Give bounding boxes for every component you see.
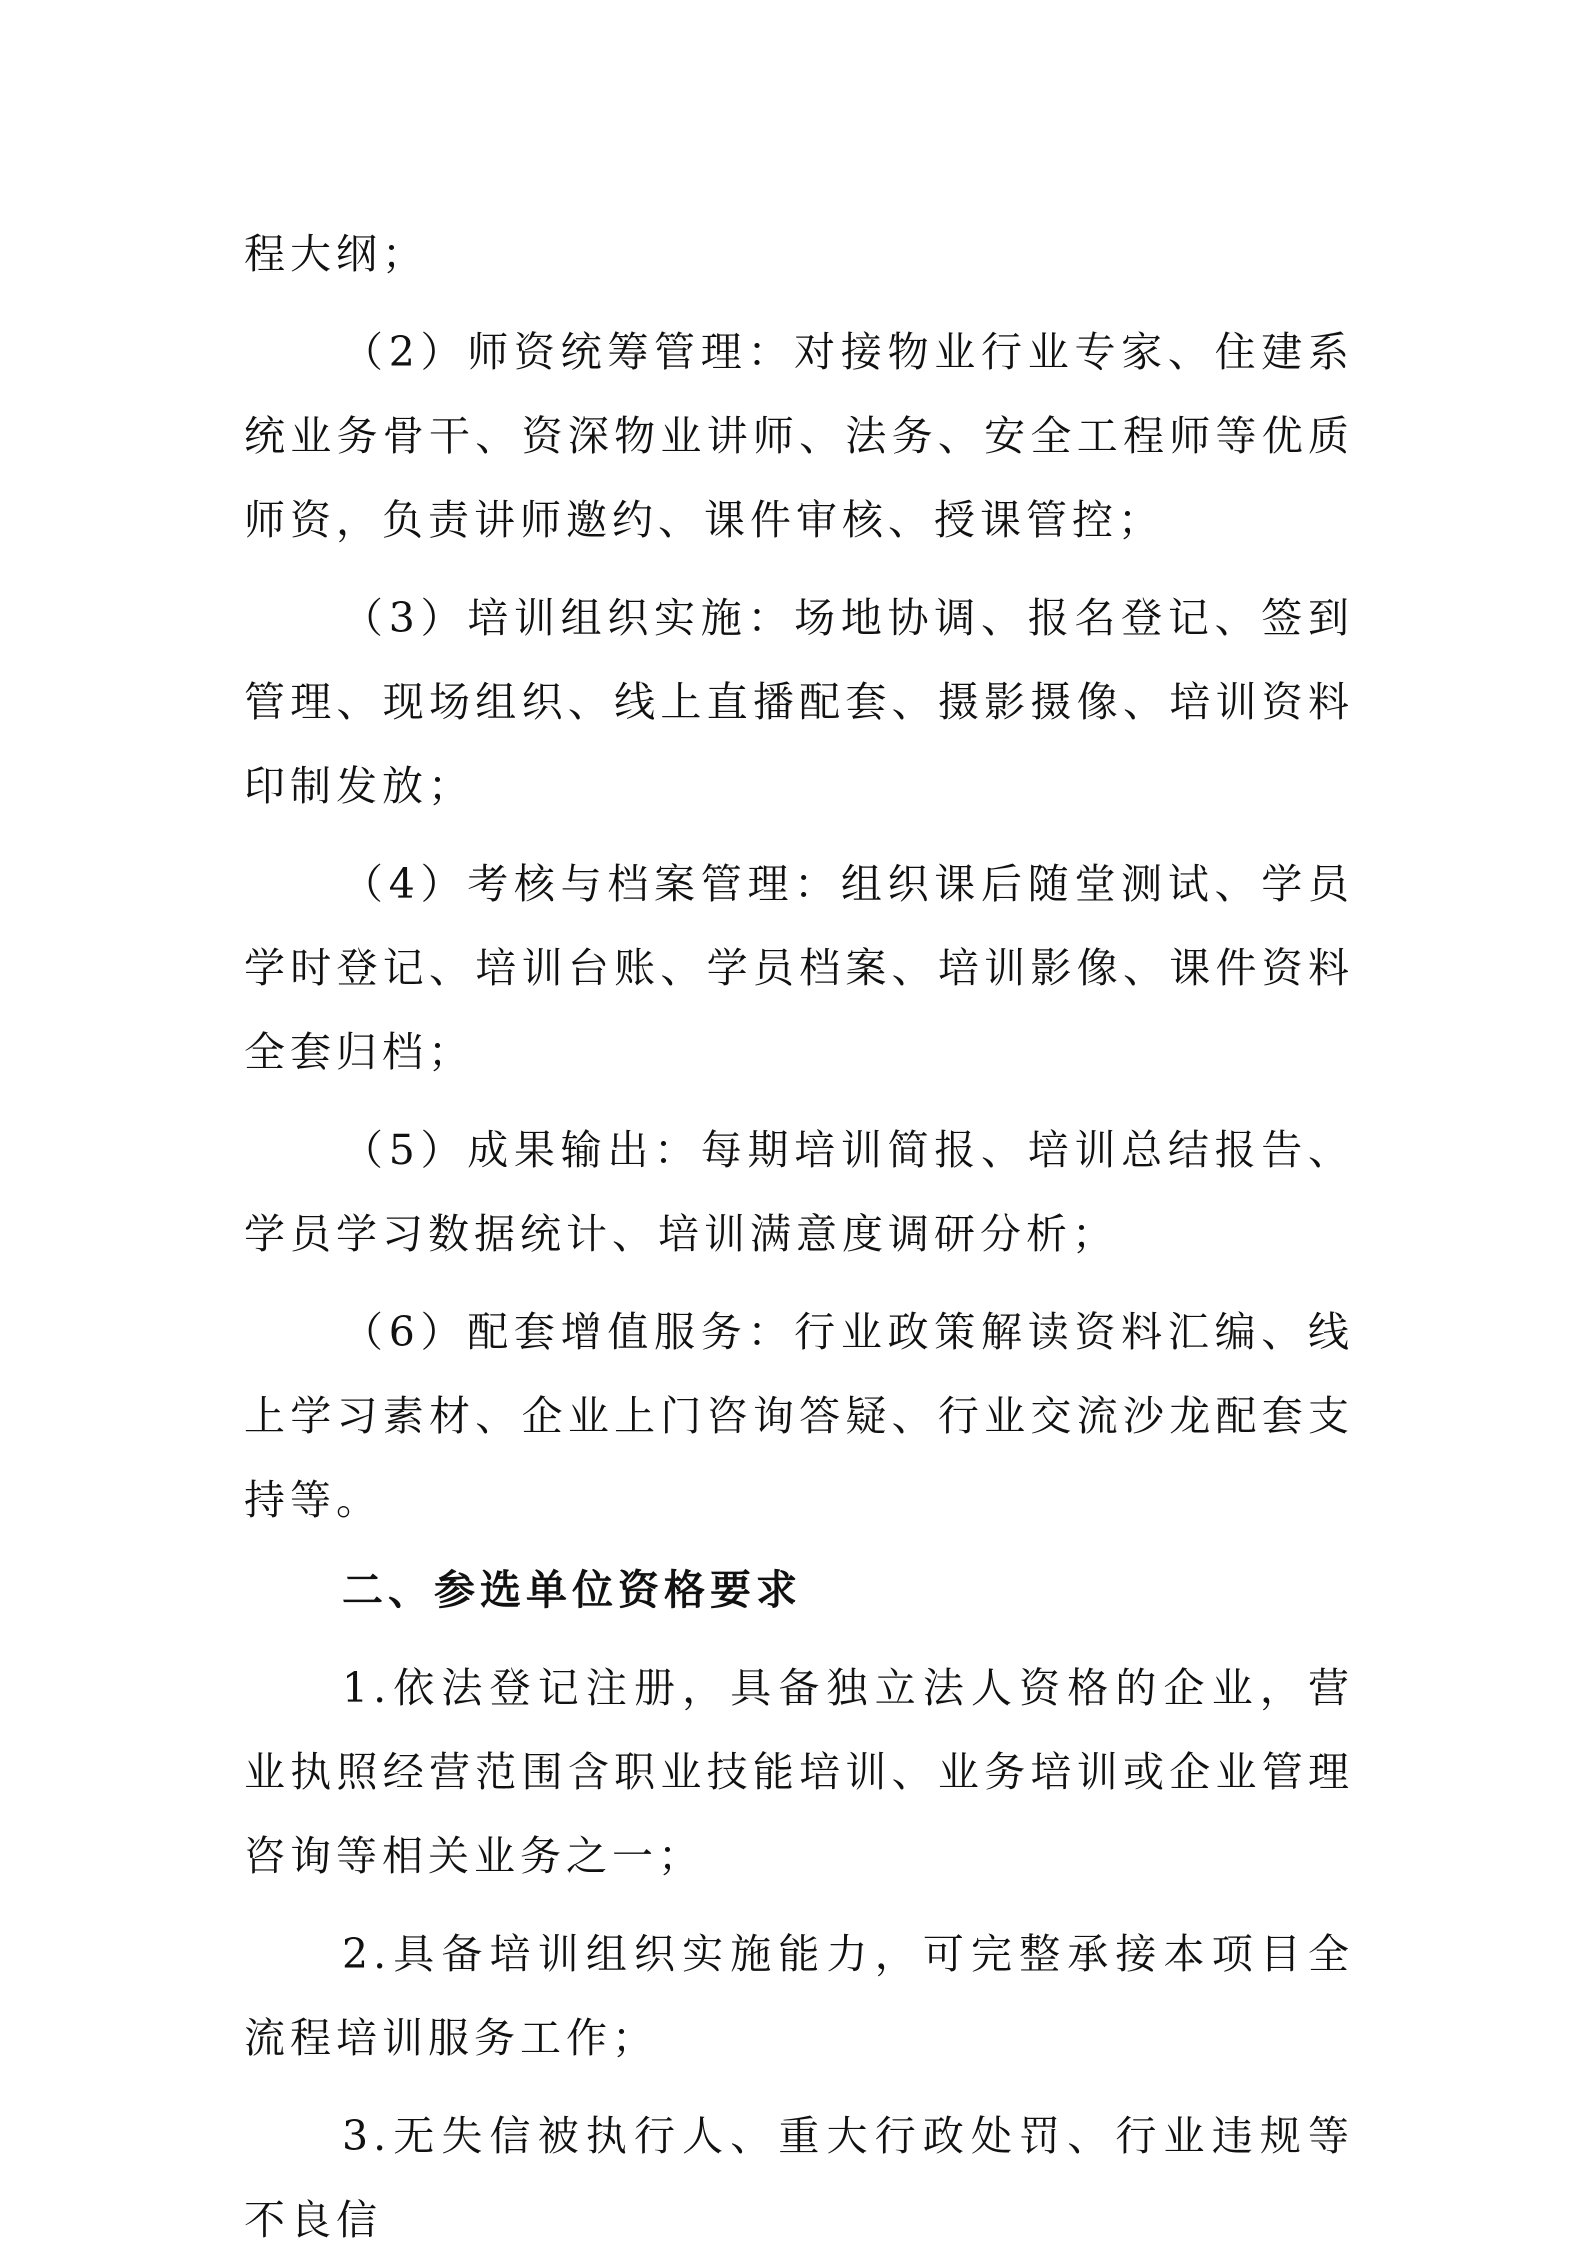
- paragraph-teacher-management: （2）师资统筹管理：对接物业行业专家、住建系统业务骨干、资深物业讲师、法务、安全工程师等优质师资，负责讲师邀约、课件审核、授课管控；: [244, 328, 1354, 544]
- paragraph-results-output: （5）成果输出：每期培训简报、培训总结报告、学员学习数据统计、培训满意度调研分析；: [244, 1126, 1354, 1258]
- paragraph-qualification-2: 2.具备培训组织实施能力，可完整承接本项目全流程培训服务工作；: [244, 1930, 1354, 2062]
- paragraph-qualification-1: 1.依法登记注册，具备独立法人资格的企业，营业执照经营范围含职业技能培训、业务培训或企业管理咨询等相关业务之一；: [244, 1664, 1354, 1880]
- paragraph-qualification-3: 3.无失信被执行人、重大行政处罚、行业违规等不良信: [244, 2112, 1354, 2244]
- document-body: [244, 212, 1354, 2262]
- paragraph-course-outline-end: 程大纲；: [244, 230, 428, 278]
- paragraph-training-implementation: （3）培训组织实施：场地协调、报名登记、签到管理、现场组织、线上直播配套、摄影摄像、培训资料印制发放；: [244, 594, 1354, 810]
- paragraph-value-added-services: （6）配套增值服务：行业政策解读资料汇编、线上学习素材、企业上门咨询答疑、行业交流沙龙配套支持等。: [244, 1308, 1354, 1524]
- section-heading-qualification: 二、参选单位资格要求: [342, 1566, 802, 1614]
- paragraph-assessment-archive: （4）考核与档案管理：组织课后随堂测试、学员学时登记、培训台账、学员档案、培训影像、课件资料全套归档；: [244, 860, 1354, 1076]
